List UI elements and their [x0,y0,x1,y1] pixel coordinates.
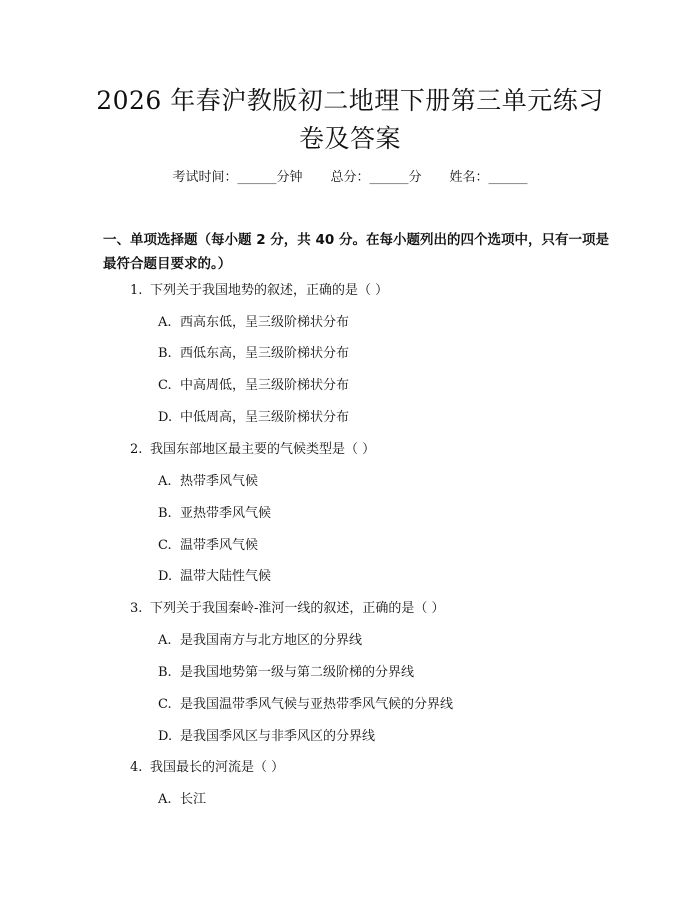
option-letter: A. [158,792,172,807]
option-letter: D. [158,569,173,584]
question-text: 下列关于我国地势的叙述，正确的是（ ） [150,283,389,298]
option-text: 中高周低，呈三级阶梯状分布 [180,378,350,393]
total-score-label: 总分：______分 [330,170,422,185]
question-text: 我国最长的河流是（ ） [150,760,285,775]
option-letter: B. [158,346,172,361]
title-line-2: 卷及答案 [298,124,401,153]
question-number: 3. [130,601,143,616]
option-text: 是我国地势第一级与第二级阶梯的分界线 [180,665,415,680]
q3-option-c [158,695,453,715]
section-1-heading: 一、单项选择题（每小题 2 分，共 40 分。在每小题列出的四个选项中，只有一项是最符合题目要求的。） [103,232,609,272]
question-4 [130,758,284,778]
exam-time-label: 考试时间：______分钟 [172,170,303,185]
option-text: 是我国温带季风气候与亚热带季风气候的分界线 [180,697,454,712]
option-text: 西高东低，呈三级阶梯状分布 [180,315,350,330]
option-letter: B. [158,506,172,521]
option-letter: A. [158,474,172,489]
q1-option-c [158,376,349,396]
document-title [90,82,610,158]
option-text: 温带大陆性气候 [180,569,272,584]
q1-option-a [158,313,349,333]
option-letter: C. [158,378,172,393]
q3-option-a [158,631,362,651]
q1-option-d [158,408,349,428]
question-3 [130,599,445,619]
option-text: 亚热带季风气候 [180,506,272,521]
question-2 [130,440,375,460]
option-text: 中低周高，呈三级阶梯状分布 [180,410,350,425]
option-letter: A. [158,315,172,330]
option-text: 温带季风气候 [180,538,259,553]
q2-option-b [158,504,271,524]
option-text: 是我国季风区与非季风区的分界线 [180,729,376,744]
question-number: 1. [130,283,143,298]
exam-info-line [0,168,700,188]
question-text: 下列关于我国秦岭-淮河一线的叙述，正确的是（ ） [150,601,445,616]
question-text: 我国东部地区最主要的气候类型是（ ） [150,442,376,457]
option-text: 热带季风气候 [180,474,259,489]
option-letter: C. [158,697,172,712]
question-number: 4. [130,760,143,775]
option-letter: A. [158,633,172,648]
name-label: 姓名：______ [449,170,528,185]
q3-option-d [158,727,375,747]
q4-option-a [158,790,206,810]
option-text: 是我国南方与北方地区的分界线 [180,633,363,648]
question-1 [130,281,388,301]
title-line-1: 2026 年春沪教版初二地理下册第三单元练习 [96,86,604,115]
option-letter: D. [158,410,173,425]
q2-option-d [158,567,271,587]
option-letter: D. [158,729,173,744]
option-letter: B. [158,665,172,680]
option-text: 长江 [180,792,207,807]
q2-option-c [158,536,258,556]
question-number: 2. [130,442,143,457]
q3-option-b [158,663,414,683]
option-text: 西低东高，呈三级阶梯状分布 [180,346,350,361]
option-letter: C. [158,538,172,553]
q1-option-b [158,344,349,364]
q2-option-a [158,472,258,492]
